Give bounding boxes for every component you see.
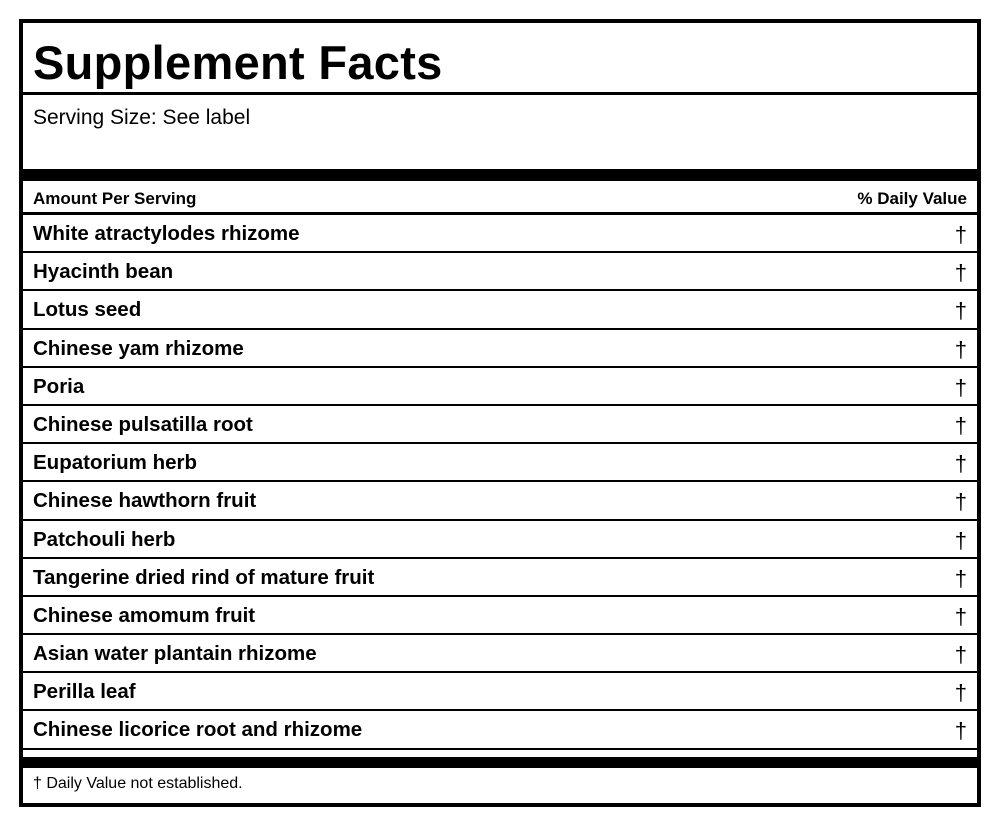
ingredient-daily-value: † [954,260,967,286]
ingredient-name: Asian water plantain rhizome [33,642,317,666]
ingredient-daily-value: † [954,451,967,477]
ingredient-daily-value: † [954,718,967,744]
ingredient-daily-value: † [954,222,967,247]
column-header-row [23,181,977,215]
ingredient-row [23,711,977,749]
ingredient-daily-value: † [954,336,967,362]
ingredient-name: Chinese hawthorn fruit [33,489,257,513]
ingredient-row [23,673,977,711]
ingredient-row [23,368,977,406]
divider-thick-bottom [23,757,977,768]
serving-size: Serving Size: See label [33,106,251,129]
ingredient-daily-value: † [954,298,967,324]
ingredient-row [23,521,977,559]
ingredient-name: Perilla leaf [33,680,136,704]
ingredient-row [23,559,977,597]
ingredient-row [23,253,977,291]
ingredient-list [23,215,977,750]
supplement-facts-panel [19,19,981,807]
ingredient-daily-value: † [954,642,967,668]
ingredient-row [23,291,977,329]
ingredient-row [23,215,977,253]
ingredient-name: Chinese yam rhizome [33,336,244,360]
ingredient-row [23,406,977,444]
ingredient-name: Patchouli herb [33,527,176,551]
daily-value-header: % Daily Value [857,189,967,208]
ingredient-name: Tangerine dried rind of mature fruit [33,565,375,589]
ingredient-row [23,482,977,520]
ingredient-row [23,597,977,635]
ingredient-row [23,330,977,368]
ingredient-name: Poria [33,374,85,398]
ingredient-name: Lotus seed [33,298,142,322]
ingredient-name: Hyacinth bean [33,260,174,284]
ingredient-name: Chinese licorice root and rhizome [33,718,363,742]
ingredient-name: Eupatorium herb [33,451,198,475]
ingredient-daily-value: † [954,412,967,438]
ingredient-name: Chinese amomum fruit [33,603,256,627]
amount-per-serving-header: Amount Per Serving [33,189,197,208]
ingredient-name: Chinese pulsatilla root [33,412,253,436]
ingredient-daily-value: † [954,680,967,706]
ingredient-name: White atractylodes rhizome [33,222,300,245]
footnote: † Daily Value not established. [33,775,243,792]
ingredient-daily-value: † [954,565,967,591]
ingredient-daily-value: † [954,374,967,400]
divider-thick [23,169,977,181]
ingredient-daily-value: † [954,489,967,515]
ingredient-daily-value: † [954,603,967,629]
panel-title: Supplement Facts [23,23,977,95]
ingredient-row [23,444,977,482]
ingredient-row [23,635,977,673]
ingredient-daily-value: † [954,527,967,553]
